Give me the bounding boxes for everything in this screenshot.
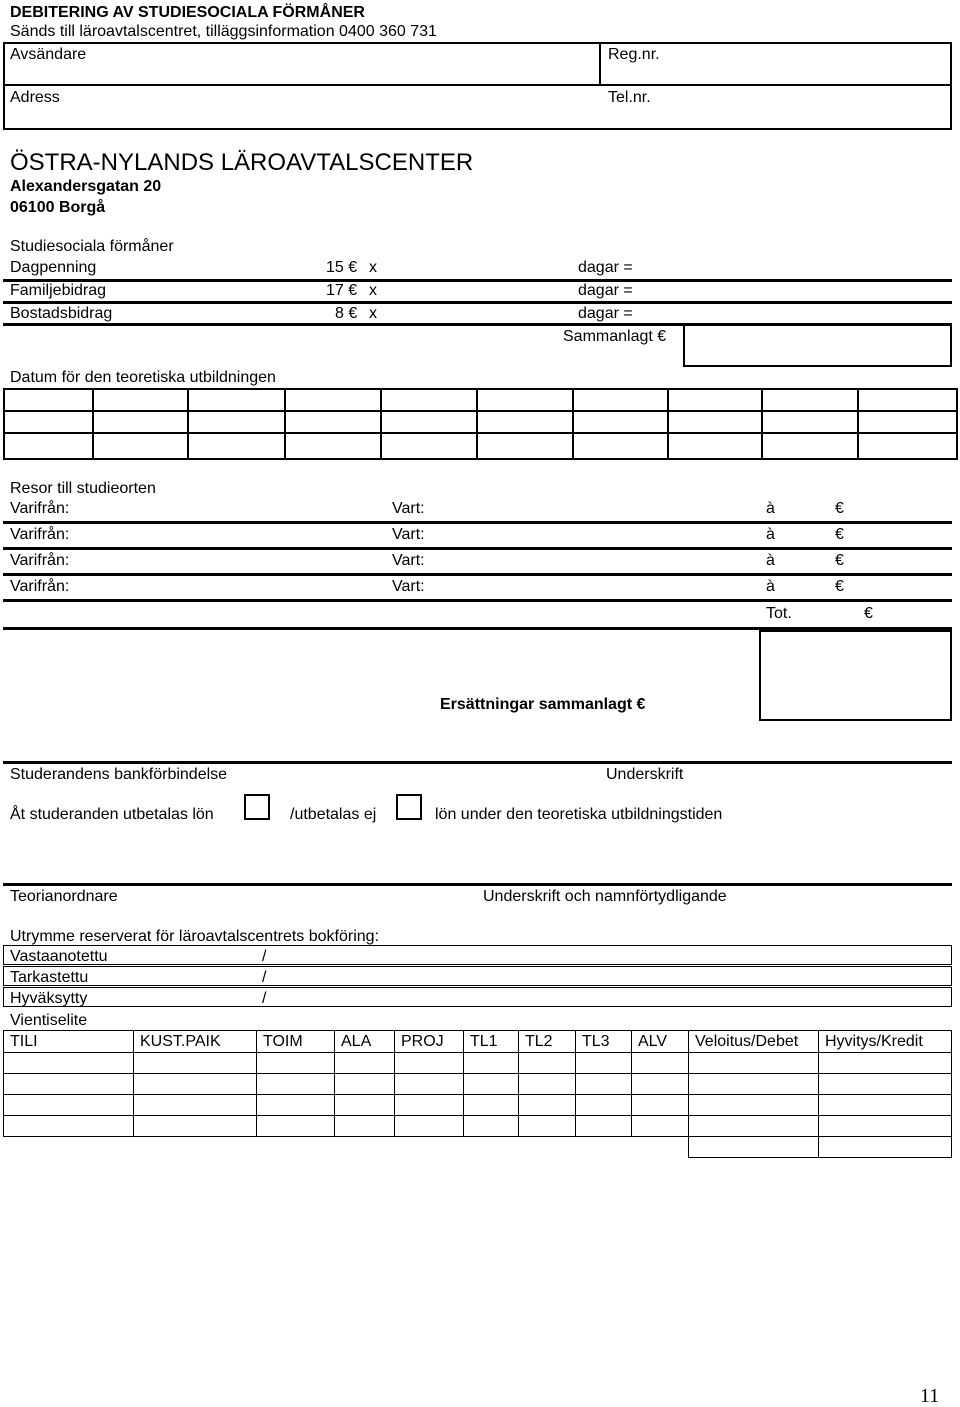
benefit-amount: 17 € xyxy=(326,282,358,299)
sender-vertical-divider xyxy=(599,42,601,86)
benefit-multiply: x xyxy=(369,259,377,276)
checked-label: Tarkastettu xyxy=(10,969,89,986)
accounting-row-box xyxy=(3,966,952,986)
benefit-multiply: x xyxy=(369,305,377,322)
trip-to-label: Vart: xyxy=(392,526,425,543)
signature-line[interactable] xyxy=(133,985,253,986)
form-subtitle: Sänds till läroavtalscentret, tilläggsinformation 0400 360 731 xyxy=(10,23,437,40)
slash: / xyxy=(262,969,267,986)
entry-description-label: Vientiselite xyxy=(10,1012,88,1029)
accounting-col xyxy=(518,1030,519,1137)
benefit-row-line xyxy=(3,301,952,304)
col-header-tl3: TL3 xyxy=(582,1033,610,1050)
benefit-amount: 8 € xyxy=(335,305,358,322)
accounting-col xyxy=(688,1030,689,1158)
trip-to-label: Vart: xyxy=(392,578,425,595)
salary-paid-label: Åt studeranden utbetalas lön xyxy=(10,806,214,823)
dates-grid-col xyxy=(284,388,286,460)
sender-label[interactable]: Avsändare xyxy=(10,46,87,63)
recipient-street: Alexandersgatan 20 xyxy=(10,178,162,195)
col-header-alv: ALV xyxy=(638,1033,668,1050)
trip-euro-label: € xyxy=(835,578,844,595)
dates-grid xyxy=(3,388,958,460)
trip-to-label: Vart: xyxy=(392,552,425,569)
benefit-days: dagar = xyxy=(578,259,633,276)
recipient-name: ÖSTRA-NYLANDS LÄROAVTALSCENTER xyxy=(10,149,474,176)
col-header-kredit: Hyvitys/Kredit xyxy=(825,1033,923,1050)
benefit-label: Bostadsbidrag xyxy=(10,305,113,322)
dates-grid-col xyxy=(857,388,859,460)
accounting-heading: Utrymme reserverat för läroavtalscentrets bokföring: xyxy=(10,928,380,945)
address-label[interactable]: Adress xyxy=(10,89,60,106)
total-amount-field[interactable] xyxy=(683,323,952,367)
salary-paid-checkbox[interactable] xyxy=(244,794,270,820)
dates-grid-line xyxy=(3,410,958,412)
dates-grid-col xyxy=(92,388,94,460)
trip-euro-label: € xyxy=(835,526,844,543)
benefit-label: Familjebidrag xyxy=(10,282,107,299)
trip-total-euro: € xyxy=(864,605,873,622)
col-header-tili: TILI xyxy=(10,1033,38,1050)
sender-box xyxy=(3,42,952,130)
accounting-table-left xyxy=(3,1030,4,1137)
col-header-tl2: TL2 xyxy=(525,1033,553,1050)
received-label: Vastaanotettu xyxy=(10,948,108,965)
accounting-table-top xyxy=(3,1030,952,1031)
form-title: DEBITERING AV STUDIESOCIALA FÖRMÅNER xyxy=(10,4,365,21)
compensation-label: Ersättningar sammanlagt € xyxy=(440,696,646,713)
telnr-label[interactable]: Tel.nr. xyxy=(608,89,651,106)
benefit-days: dagar = xyxy=(578,282,633,299)
benefits-heading: Studiesociala förmåner xyxy=(10,238,174,255)
total-label: Sammanlagt € xyxy=(563,328,667,345)
accounting-table-line xyxy=(3,1052,952,1053)
accounting-col xyxy=(463,1030,464,1137)
trip-each-label: à xyxy=(766,578,775,595)
trip-euro-label: € xyxy=(835,552,844,569)
col-header-proj: PROJ xyxy=(401,1033,444,1050)
trip-each-label: à xyxy=(766,552,775,569)
accounting-row-box xyxy=(3,987,952,1007)
benefit-amount: 15 € xyxy=(326,259,358,276)
bank-line xyxy=(3,761,952,764)
approved-label: Hyväksytty xyxy=(10,990,88,1007)
accounting-col xyxy=(818,1030,819,1158)
slash: / xyxy=(262,948,267,965)
col-header-kustpaik: KUST.PAIK xyxy=(140,1033,221,1050)
accounting-col xyxy=(334,1030,335,1137)
dates-grid-col xyxy=(187,388,189,460)
accounting-col xyxy=(256,1030,257,1137)
trip-from-label: Varifrån: xyxy=(10,526,70,543)
regnr-label[interactable]: Reg.nr. xyxy=(608,46,660,63)
col-header-ala: ALA xyxy=(341,1033,372,1050)
compensation-amount-field[interactable] xyxy=(759,630,952,721)
dates-grid-col xyxy=(667,388,669,460)
col-header-debet: Veloitus/Debet xyxy=(695,1033,799,1050)
trip-from-label: Varifrån: xyxy=(10,500,70,517)
dates-grid-col xyxy=(572,388,574,460)
trip-row-line xyxy=(3,599,952,602)
signature-label: Underskrift xyxy=(606,766,684,783)
accounting-table-line xyxy=(3,1115,952,1116)
accounting-col xyxy=(575,1030,576,1137)
slash: / xyxy=(262,990,267,1007)
trip-each-label: à xyxy=(766,500,775,517)
theory-signature-label: Underskrift och namnförtydligande xyxy=(483,888,727,905)
salary-not-paid-checkbox[interactable] xyxy=(396,794,422,820)
trip-row-line xyxy=(3,573,952,576)
trip-total-label: Tot. xyxy=(766,605,792,622)
salary-not-paid-label: /utbetalas ej xyxy=(290,806,377,823)
accounting-col xyxy=(133,1030,134,1137)
col-header-tl1: TL1 xyxy=(470,1033,498,1050)
bank-label: Studerandens bankförbindelse xyxy=(10,766,228,783)
col-header-toim: TOIM xyxy=(263,1033,303,1050)
dates-grid-line xyxy=(3,432,958,434)
accounting-table-bottom xyxy=(688,1157,952,1158)
salary-period-label: lön under den teoretiska utbildningstiden xyxy=(435,806,723,823)
accounting-row-box xyxy=(3,945,952,965)
accounting-table-line xyxy=(3,1073,952,1074)
trip-row-line xyxy=(3,521,952,524)
accounting-table-line xyxy=(3,1136,952,1137)
accounting-col xyxy=(631,1030,632,1137)
trips-heading: Resor till studieorten xyxy=(10,480,156,497)
benefit-days: dagar = xyxy=(578,305,633,322)
recipient-city: 06100 Borgå xyxy=(10,199,106,216)
sender-divider xyxy=(3,84,952,86)
benefit-label: Dagpenning xyxy=(10,259,97,276)
trip-each-label: à xyxy=(766,526,775,543)
dates-grid-col xyxy=(476,388,478,460)
trip-from-label: Varifrån: xyxy=(10,578,70,595)
dates-heading: Datum för den teoretiska utbildningen xyxy=(10,369,276,386)
benefit-row-line xyxy=(3,279,952,282)
theory-organizer-label: Teorianordnare xyxy=(10,888,118,905)
dates-grid-col xyxy=(761,388,763,460)
trip-from-label: Varifrån: xyxy=(10,552,70,569)
trip-row-line xyxy=(3,547,952,550)
trip-to-label: Vart: xyxy=(392,500,425,517)
theory-line xyxy=(3,883,952,886)
dates-grid-col xyxy=(380,388,382,460)
signature-line[interactable] xyxy=(133,964,253,965)
page-number: 11 xyxy=(920,1385,940,1407)
benefit-multiply: x xyxy=(369,282,377,299)
accounting-col xyxy=(394,1030,395,1137)
accounting-table-line xyxy=(3,1094,952,1095)
signature-line[interactable] xyxy=(133,1006,253,1007)
trip-euro-label: € xyxy=(835,500,844,517)
